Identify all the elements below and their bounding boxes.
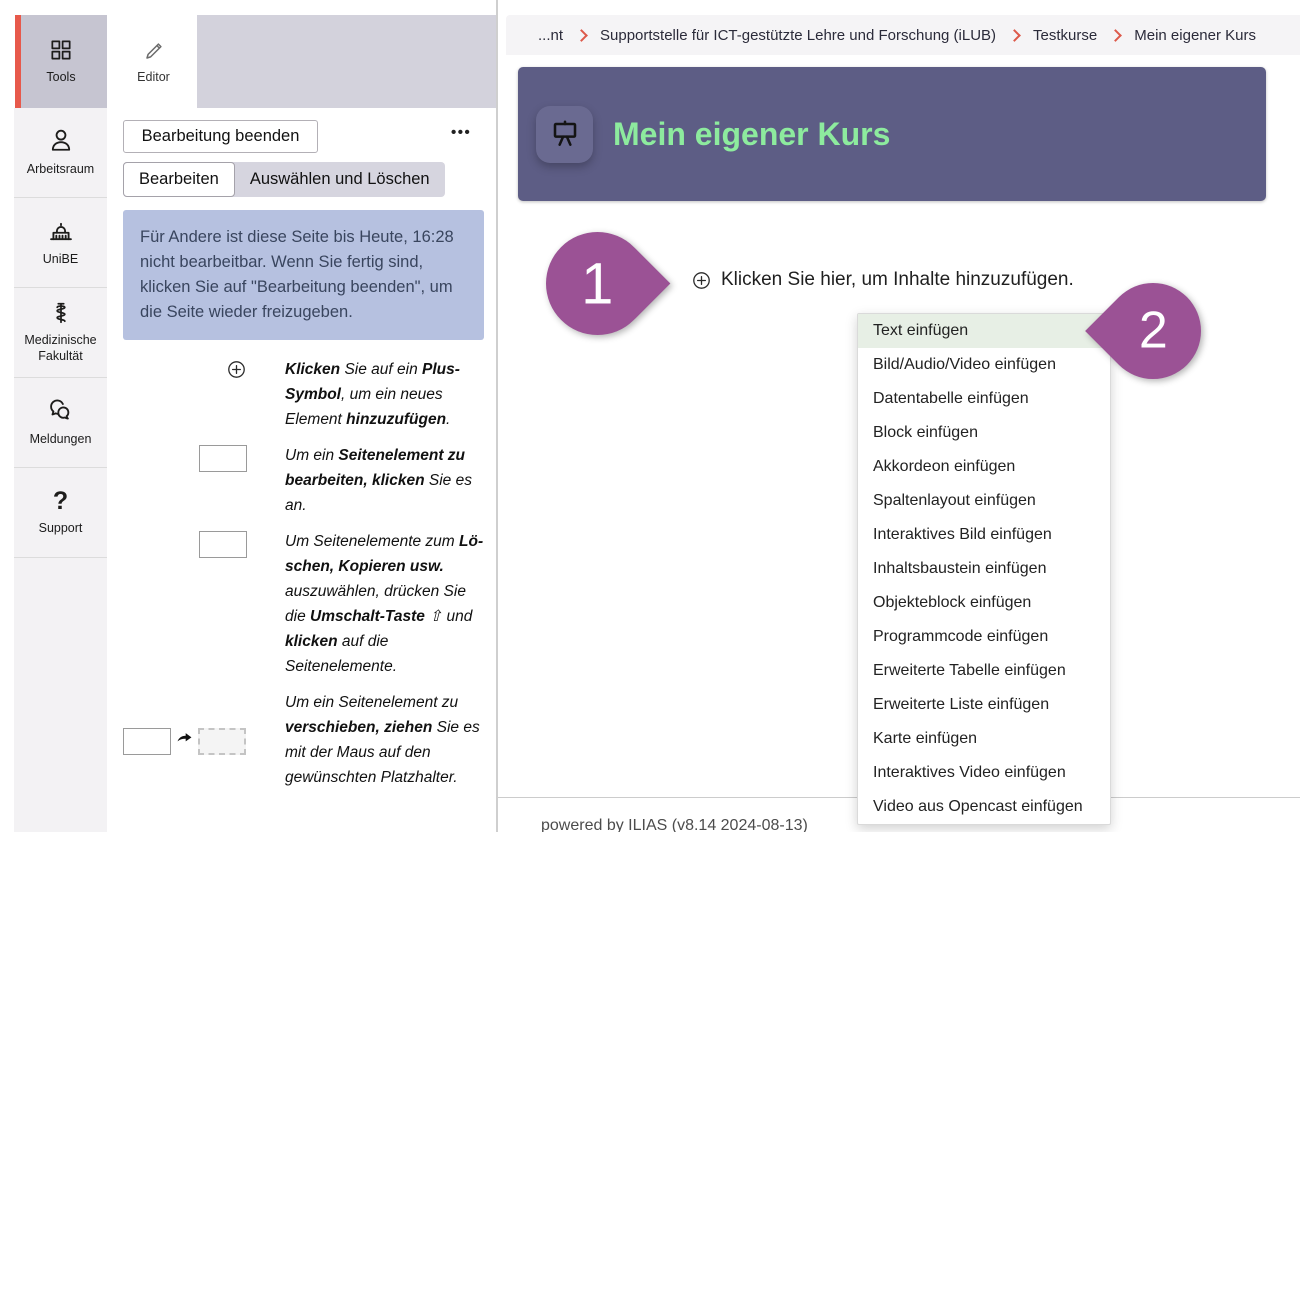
editor-slate-panel <box>107 0 497 832</box>
help-item-text: Um ein Seitenelement zu bearbeiten, klicken Sie es an. <box>285 447 472 514</box>
tab-editor-label: Editor <box>137 70 170 84</box>
menu-item-datentabelle-einf-gen[interactable]: Datentabelle einfügen <box>873 390 1029 407</box>
tab-auswaehlen-und-loeschen[interactable]: Auswählen und Löschen <box>249 170 430 188</box>
menu-item-interaktives-bild-einf-gen[interactable]: Interaktives Bild einfügen <box>873 526 1052 543</box>
person-icon <box>47 127 75 155</box>
sidebar-item-tools[interactable] <box>15 15 107 108</box>
help-item <box>123 690 491 790</box>
breadcrumb-item[interactable]: Testkurse <box>1033 26 1098 44</box>
chevron-right-icon <box>1008 29 1021 42</box>
sidebar-item-unibe[interactable] <box>14 198 107 288</box>
annotation-marker-1-label: 1 <box>581 251 614 317</box>
course-icon-tile <box>536 106 593 163</box>
sidebar-item-label: UniBE <box>42 252 79 267</box>
page-element-box <box>199 445 247 472</box>
sidebar-item-label: Arbeitsraum <box>26 162 95 177</box>
tab-editor[interactable] <box>110 15 197 108</box>
help-item-text: Klicken Sie auf ein Plus-Symbol, um ein neues Element hinzuzufügen. <box>285 361 460 428</box>
breadcrumb-item: Mein eigener Kurs <box>1134 26 1256 44</box>
menu-item-video-aus-opencast-einf-gen[interactable]: Video aus Opencast einfügen <box>873 798 1083 815</box>
help-item <box>123 357 491 432</box>
menu-item-bild-audio-video-einf-gen[interactable]: Bild/Audio/Video einfügen <box>873 356 1056 373</box>
finish-editing-button[interactable]: Bearbeitung beenden <box>123 120 318 153</box>
menu-item-karte-einf-gen[interactable]: Karte einfügen <box>873 730 978 747</box>
breadcrumb-item[interactable]: ...nt <box>538 26 564 44</box>
sidebar-item-meldungen[interactable] <box>14 378 107 468</box>
add-content-button[interactable] <box>691 269 1074 291</box>
breadcrumb <box>506 15 1300 55</box>
sidebar-item-label: Medizinische Fakultät <box>24 333 97 363</box>
help-item-text: Um Seitenelemente zum Löschen, Kopieren usw. auszuwählen, drücken Sie die Umschalt-Taste ⇧ und klicken auf die Seitenelemente. <box>285 533 484 675</box>
pencil-icon <box>142 39 166 63</box>
sidebar-item-medizinische-fakult-t[interactable] <box>14 288 107 378</box>
sidebar-item-label: Tools <box>46 70 76 85</box>
aesculapius-staff-icon <box>48 300 74 326</box>
menu-item-inhaltsbaustein-einf-gen[interactable]: Inhaltsbaustein einfügen <box>873 560 1047 577</box>
menu-item-spaltenlayout-einf-gen[interactable]: Spaltenlayout einfügen <box>873 492 1036 509</box>
sidebar-item-label: Support <box>38 520 83 535</box>
powered-by-link[interactable]: powered by ILIAS (v8.14 2024-08-13) <box>541 817 808 832</box>
tabbar-filler <box>197 15 496 108</box>
breadcrumb-item[interactable]: Supportstelle für ICT-gestützte Lehre und Forschung (iLUB) <box>600 26 997 44</box>
tools-grid-icon <box>48 37 74 63</box>
page-element-box <box>123 728 171 755</box>
active-item-accent-bar <box>15 15 21 108</box>
sidebar-item-support[interactable] <box>14 468 107 558</box>
help-item-text: Um ein Seitenelement zu verschieben, ziehen Sie es mit der Maus auf den gewünschten Platzhalter. <box>285 694 480 786</box>
sidebar-rail <box>14 108 107 832</box>
placeholder-box <box>198 728 246 755</box>
page-header <box>518 67 1266 201</box>
sidebar-item-arbeitsraum[interactable] <box>14 108 107 198</box>
menu-item-erweiterte-liste-einf-gen[interactable]: Erweiterte Liste einfügen <box>873 696 1050 713</box>
edit-mode-tabs <box>123 162 445 197</box>
help-item <box>123 529 491 679</box>
menu-item-programmcode-einf-gen[interactable]: Programmcode einfügen <box>873 628 1049 645</box>
add-content-label: Klicken Sie hier, um Inhalte hinzuzufügen. <box>721 269 1074 290</box>
annotation-marker-2-label: 2 <box>1138 302 1168 361</box>
menu-item-text-einf-gen[interactable]: Text einfügen <box>858 314 1110 348</box>
move-arrow-icon <box>175 729 194 753</box>
tab-bearbeiten[interactable]: Bearbeiten <box>123 162 235 197</box>
chevron-right-icon <box>575 29 588 42</box>
more-actions-button[interactable]: ••• <box>451 124 472 141</box>
annotation-marker-1 <box>525 211 671 357</box>
question-mark-icon: ? <box>52 486 69 515</box>
page-lock-notice: Für Andere ist diese Seite bis Heute, 16:28 nicht bearbeitbar. Wenn Sie fertig sind, klicken Sie auf "Bearbeitung beenden", um die Seite wieder freizugeben. <box>123 210 484 340</box>
slate-tabbar <box>110 15 496 108</box>
page-element-box <box>199 531 247 558</box>
chat-bubbles-icon <box>47 397 75 425</box>
main-content <box>497 0 1300 832</box>
menu-item-akkordeon-einf-gen[interactable]: Akkordeon einfügen <box>873 458 1016 475</box>
editor-help-list <box>123 357 491 801</box>
menu-item-objekteblock-einf-gen[interactable]: Objekteblock einfügen <box>873 594 1032 611</box>
help-item <box>123 443 491 518</box>
insert-content-menu <box>857 313 1111 825</box>
plus-circle-icon <box>691 270 712 291</box>
page-title: Mein eigener Kurs <box>613 115 891 152</box>
chevron-right-icon <box>1109 29 1122 42</box>
university-building-icon <box>47 217 75 245</box>
sidebar-item-label: Meldungen <box>29 432 92 447</box>
menu-item-block-einf-gen[interactable]: Block einfügen <box>873 424 978 441</box>
menu-item-erweiterte-tabelle-einf-gen[interactable]: Erweiterte Tabelle einfügen <box>873 662 1066 679</box>
menu-item-interaktives-video-einf-gen[interactable]: Interaktives Video einfügen <box>873 764 1066 781</box>
easel-icon <box>549 118 581 150</box>
plus-circle-icon <box>226 359 247 385</box>
